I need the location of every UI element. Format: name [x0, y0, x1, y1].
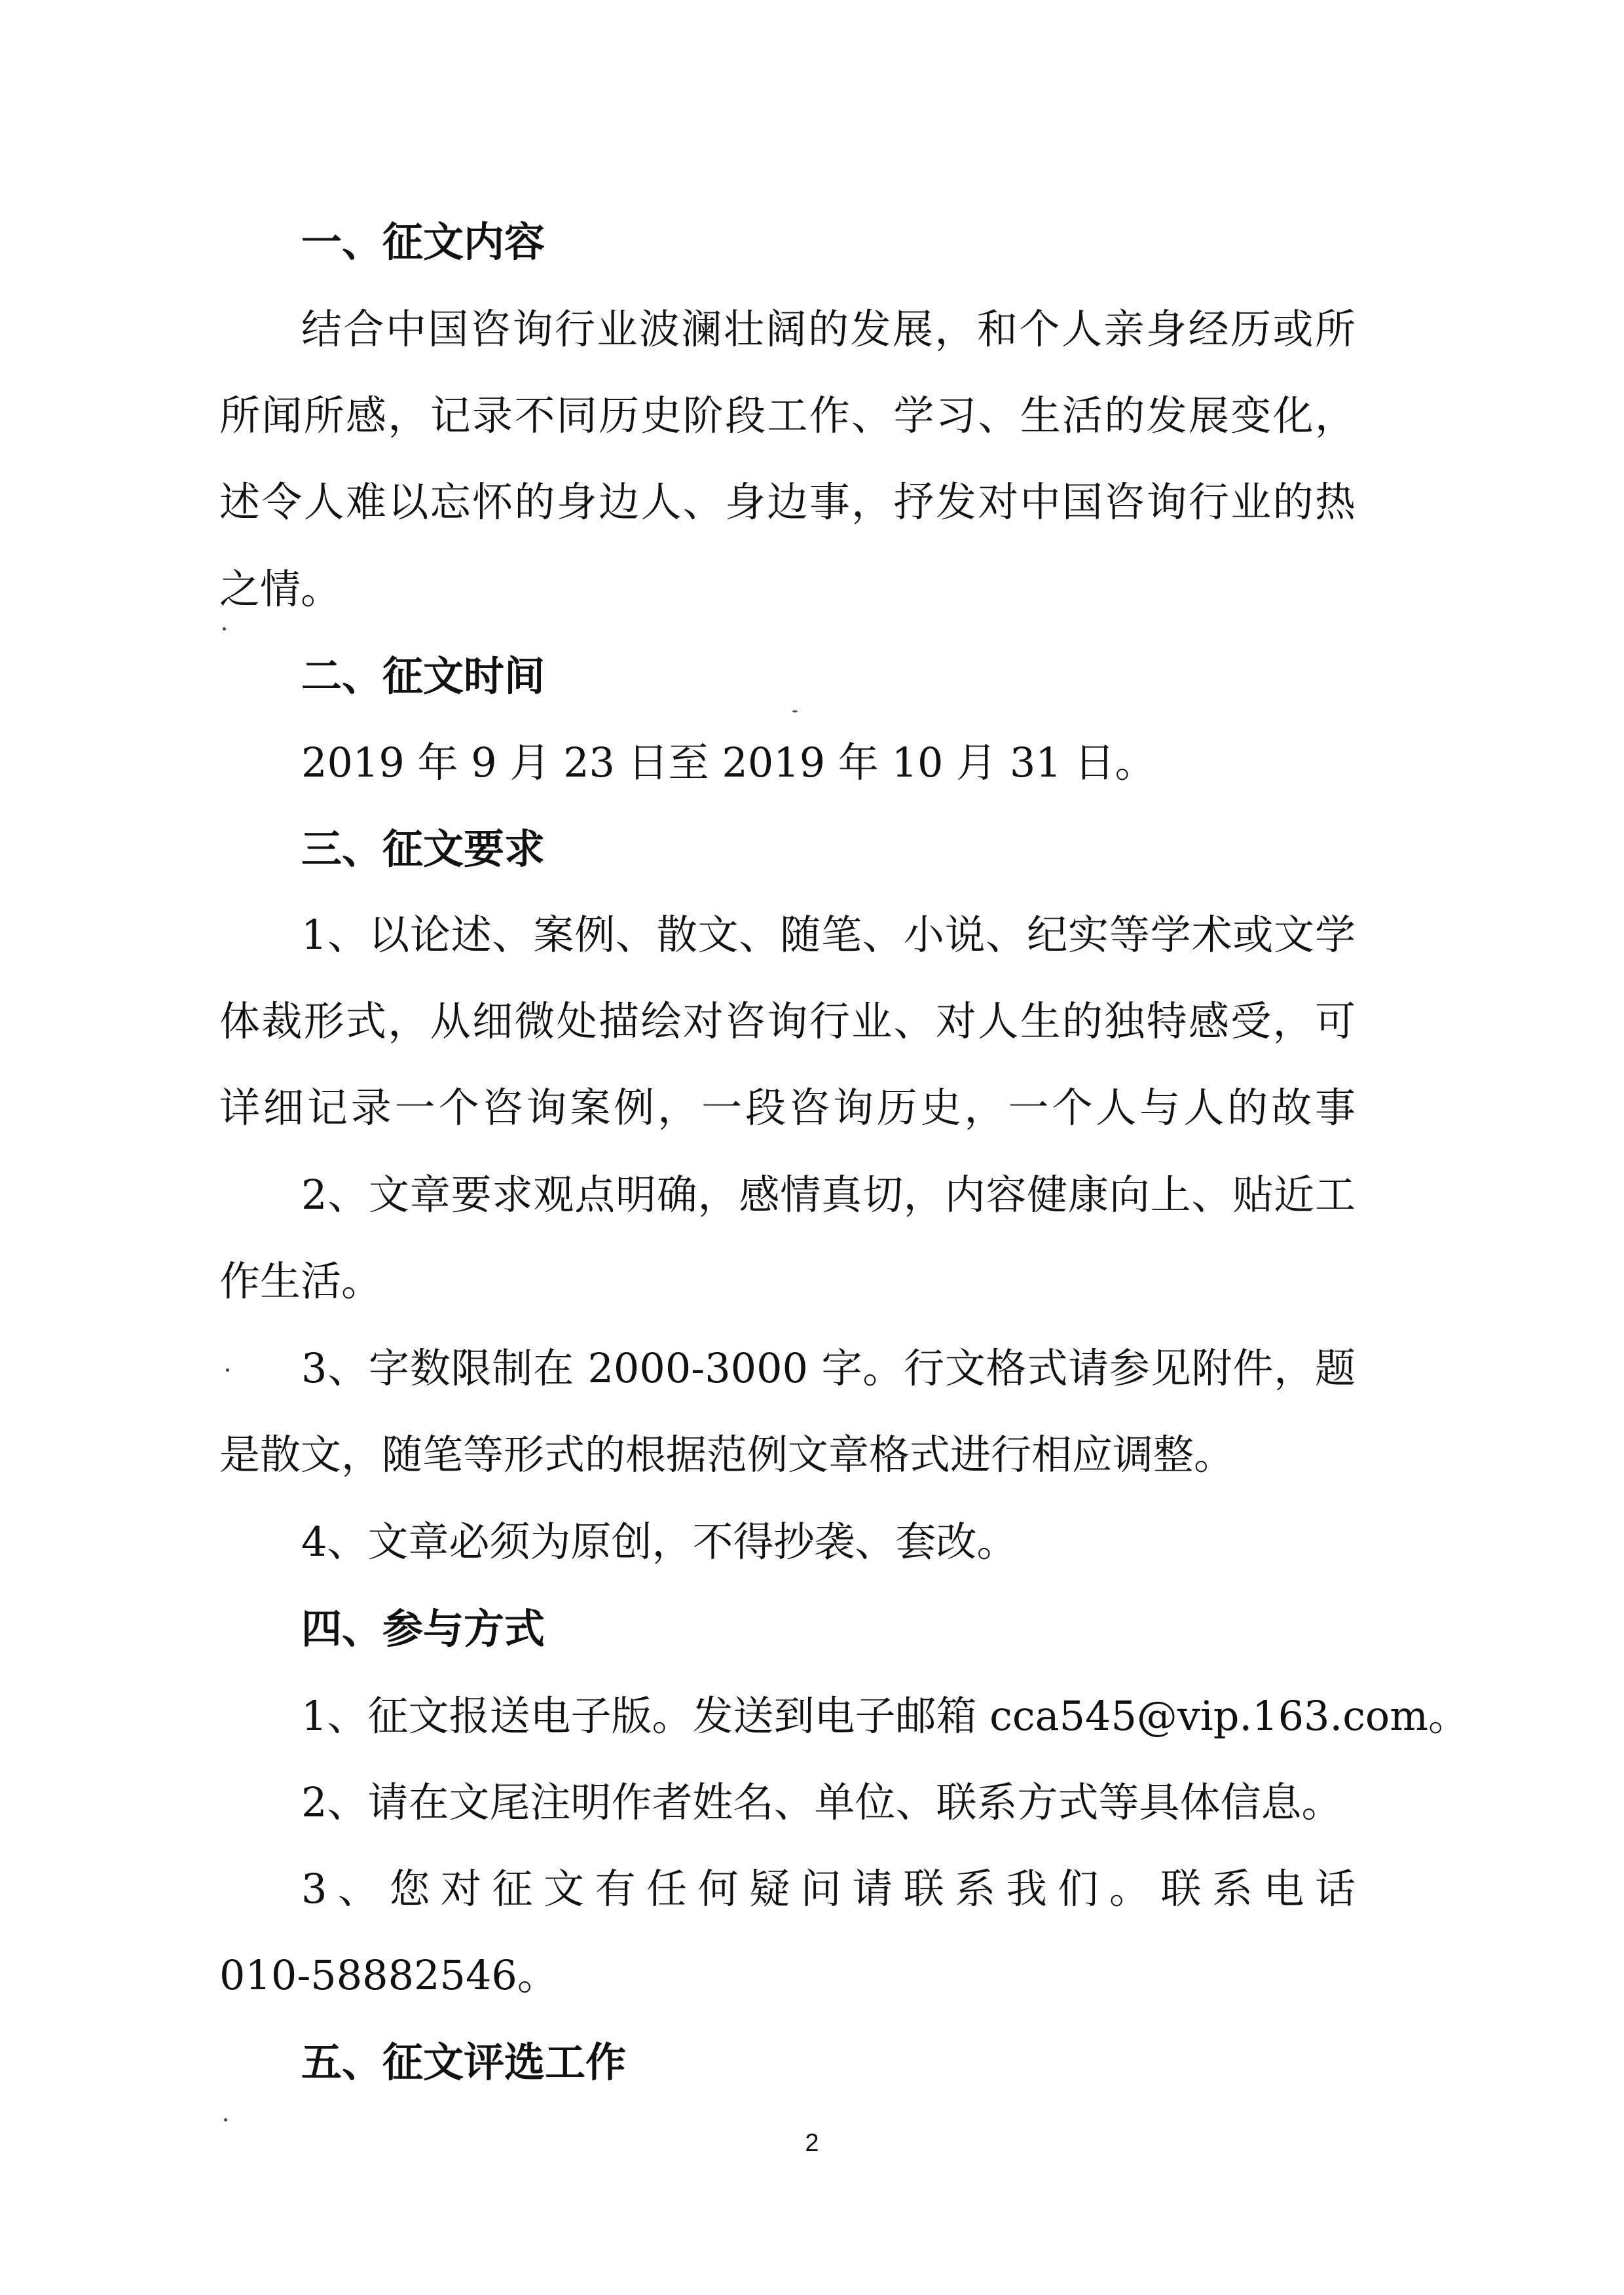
paragraph-line: 3、字数限制在 2000-3000 字。行文格式请参见附件，题	[301, 1344, 1356, 1392]
paragraph-line: 2019 年 9 月 23 日至 2019 年 10 月 31 日。	[301, 739, 1156, 786]
paragraph-line: 详细记录一个咨询案例，一段咨询历史，一个人与人的故事	[219, 1084, 1356, 1131]
scan-speck	[224, 2118, 227, 2121]
paragraph-line: 2、请在文尾注明作者姓名、单位、联系方式等具体信息。	[301, 1778, 1342, 1826]
paragraph-line: 3、您对征文有任何疑问请联系我们。联系电话	[301, 1865, 1356, 1913]
paragraph-line: 1、以论述、案例、散文、随笔、小说、纪实等学术或文学	[301, 911, 1356, 959]
paragraph-line: 4、文章必须为原创，不得抄袭、套改。	[301, 1518, 1018, 1566]
section-heading-time: 二、征文时间	[301, 652, 545, 700]
section-heading-content: 一、征文内容	[301, 218, 545, 266]
scan-speck	[223, 627, 226, 631]
paragraph-line: 是散文，随笔等形式的根据范例文章格式进行相应调整。	[219, 1431, 1235, 1478]
paragraph-line: 1、征文报送电子版。发送到电子邮箱 cca545@vip.163.com。	[301, 1692, 1469, 1740]
section-heading-selection: 五、征文评选工作	[301, 2038, 627, 2086]
scan-speck	[792, 710, 798, 712]
paragraph-line: 2、文章要求观点明确，感情真切，内容健康向上、贴近工	[301, 1171, 1356, 1219]
paragraph-line: 010-58882546。	[219, 1951, 558, 1999]
page-number: 2	[805, 2129, 819, 2157]
scan-speck	[226, 1368, 229, 1372]
paragraph-line: 体裁形式，从细微处描绘对咨询行业、对人生的独特感受，可	[219, 997, 1356, 1045]
paragraph-line: 述令人难以忘怀的身边人、身边事，抒发对中国咨询行业的热	[219, 478, 1356, 526]
section-heading-requirements: 三、征文要求	[301, 825, 545, 873]
section-heading-participation: 四、参与方式	[301, 1605, 545, 1653]
paragraph-line: 之情。	[219, 565, 342, 613]
paragraph-line: 所闻所感，记录不同历史阶段工作、学习、生活的发展变化，	[219, 392, 1356, 439]
paragraph-line: 结合中国咨询行业波澜壮阔的发展，和个人亲身经历或所	[301, 305, 1356, 353]
paragraph-line: 作生活。	[219, 1257, 382, 1305]
